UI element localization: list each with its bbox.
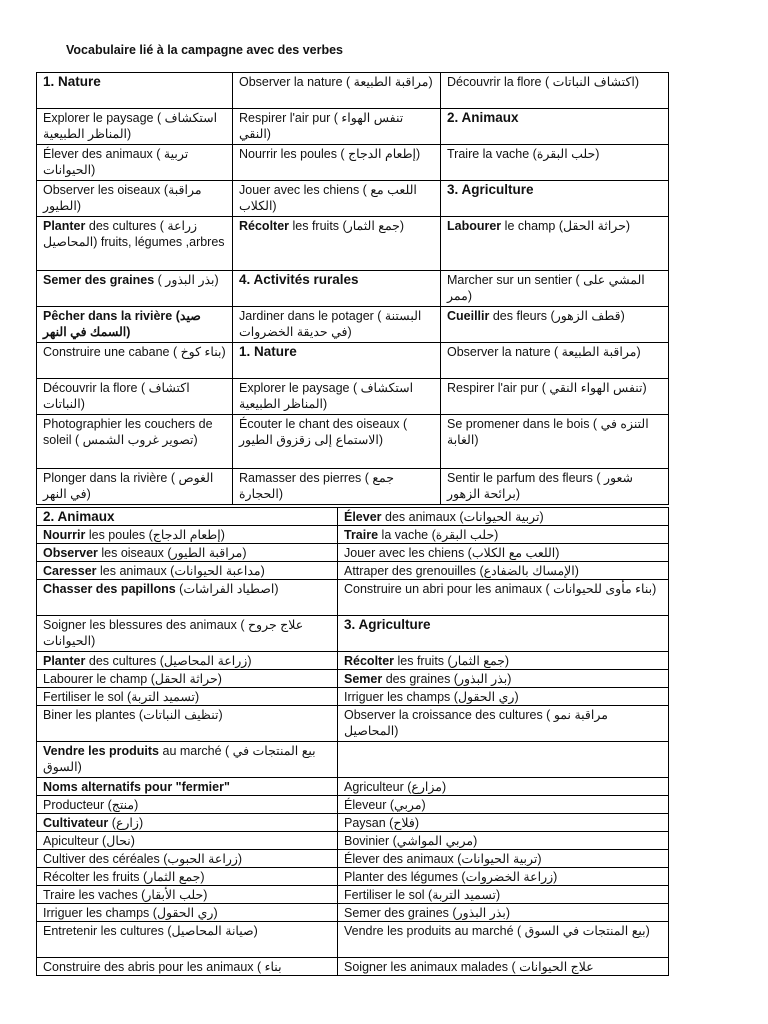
vocabulary-cell: [338, 580, 669, 616]
table-row: [37, 508, 669, 526]
term-text: Biner les plantes (تنظيف النباتات): [43, 708, 223, 722]
term-text: Observer la nature ( مراقبة الطبيعة): [239, 75, 433, 89]
vocabulary-cell: [338, 814, 669, 832]
vocabulary-cell: [441, 469, 669, 505]
vocabulary-cell: [233, 73, 441, 109]
vocabulary-cell: [37, 616, 338, 652]
term-text: Photographier les couchers de soleil ( تصوير غروب الشمس): [43, 417, 213, 447]
term-text: (اصطياد الفراشات): [175, 582, 279, 596]
bold-term: Vendre les produits: [43, 744, 160, 758]
table-row: [37, 814, 669, 832]
term-text: Jardiner dans le potager ( البستنة في حديقة الخضروات): [239, 309, 422, 339]
vocabulary-cell: [338, 958, 669, 976]
term-text: Récolter les fruits (جمع الثمار): [43, 870, 205, 884]
vocabulary-table-2-body: [37, 508, 669, 976]
bold-term: Nourrir: [43, 528, 86, 542]
section-heading-cell: [233, 271, 441, 307]
vocabulary-cell: [37, 526, 338, 544]
vocabulary-cell: [338, 850, 669, 868]
vocabulary-cell: [37, 706, 338, 742]
table-row: [37, 616, 669, 652]
term-text: Fertiliser le sol (تسميد التربة): [344, 888, 501, 902]
section-heading: 1. Nature: [239, 344, 297, 359]
vocabulary-cell: [37, 544, 338, 562]
term-text: Construire une cabane ( بناء كوخ): [43, 345, 226, 359]
table-row: [37, 217, 669, 271]
term-text: les oiseaux (مراقبة الطيور): [97, 546, 247, 560]
table-row: [37, 379, 669, 415]
table-row: [37, 415, 669, 469]
bold-term: Planter: [43, 219, 86, 233]
bold-term: Observer: [43, 546, 98, 560]
term-text: (زارع): [108, 816, 144, 830]
table-row: [37, 922, 669, 958]
term-text: Construire des abris pour les animaux ( بناء: [43, 960, 282, 974]
vocabulary-cell: [37, 904, 338, 922]
vocabulary-cell: [37, 580, 338, 616]
table-row: [37, 652, 669, 670]
term-text: Traire les vaches (حلب الأبقار): [43, 888, 208, 902]
bold-term: Récolter: [239, 219, 290, 233]
term-text: Se promener dans le bois ( التنزه في الغابة): [447, 417, 649, 447]
section-heading-cell: [338, 616, 669, 652]
term-text: des cultures (زراعة المحاصيل): [85, 654, 252, 668]
term-text: Soigner les blessures des animaux ( علاج جروح الحيوانات): [43, 618, 304, 648]
vocabulary-cell: [37, 415, 233, 469]
section-heading: 2. Animaux: [43, 509, 115, 524]
vocabulary-cell: [37, 958, 338, 976]
vocabulary-cell: [441, 307, 669, 343]
section-heading-cell: [37, 508, 338, 526]
table-row: [37, 73, 669, 109]
vocabulary-cell: [338, 526, 669, 544]
vocabulary-cell: [338, 706, 669, 742]
bold-term: Récolter: [344, 654, 395, 668]
term-text: Semer des graines (بذر البذور): [344, 906, 510, 920]
section-heading: 2. Animaux: [447, 110, 519, 125]
section-heading-cell: [441, 109, 669, 145]
section-heading: 3. Agriculture: [344, 617, 431, 632]
term-text: Traire la vache (حلب البقرة): [447, 147, 600, 161]
term-text: Cultiver des céréales (زراعة الحبوب): [43, 852, 243, 866]
vocabulary-cell: [233, 181, 441, 217]
term-text: Élever des animaux ( تربية الحيوانات): [43, 147, 189, 177]
section-heading: 1. Nature: [43, 74, 101, 89]
table-row: [37, 688, 669, 706]
table-row: [37, 307, 669, 343]
vocabulary-cell: [441, 73, 669, 109]
term-text: des graines (بذر البذور): [382, 672, 512, 686]
term-text: Jouer avec les chiens ( اللعب مع الكلاب): [239, 183, 417, 213]
vocabulary-cell: [37, 271, 233, 307]
term-text: Découvrir la flore ( اكتشاف النباتات): [447, 75, 640, 89]
section-heading-cell: [233, 343, 441, 379]
term-text: Observer la nature ( مراقبة الطبيعة): [447, 345, 641, 359]
vocabulary-cell: [37, 145, 233, 181]
bold-term: Semer: [344, 672, 383, 686]
vocabulary-cell: [233, 307, 441, 343]
vocabulary-cell: [37, 379, 233, 415]
term-text: le champ (حراثة الحقل): [501, 219, 631, 233]
table-row: [37, 904, 669, 922]
vocabulary-cell: [233, 379, 441, 415]
table-row: [37, 670, 669, 688]
term-text: Vendre les produits au marché ( بيع المنتجات في السوق): [344, 924, 650, 938]
vocabulary-cell: [338, 652, 669, 670]
bold-term: Planter: [43, 654, 86, 668]
term-text: Jouer avec les chiens (اللعب مع الكلاب): [344, 546, 560, 560]
vocabulary-cell: [233, 469, 441, 505]
vocabulary-cell: [441, 379, 669, 415]
table-row: [37, 109, 669, 145]
vocabulary-cell: [338, 886, 669, 904]
table-row: [37, 271, 669, 307]
term-text: Élever des animaux (تربية الحيوانات): [344, 852, 542, 866]
section-heading-cell: [37, 73, 233, 109]
vocabulary-cell: [37, 562, 338, 580]
term-text: ( بذر البذور): [154, 273, 219, 287]
term-text: Apiculteur (نحال): [43, 834, 135, 848]
term-text: Respirer l'air pur ( تنفس الهواء النقي): [239, 111, 404, 141]
term-text: la vache (حلب البقرة): [378, 528, 499, 542]
table-row: [37, 796, 669, 814]
vocabulary-cell: [338, 904, 669, 922]
term-text: Agriculteur (مزارع): [344, 780, 447, 794]
term-text: Construire un abri pour les animaux ( بناء مأوى للحيوانات): [344, 582, 657, 596]
term-text: des cultures ( زراعة المحاصيل) fruits, légumes ,arbres: [43, 219, 225, 249]
vocabulary-cell: [37, 868, 338, 886]
vocabulary-cell: [37, 217, 233, 271]
bold-term: Caresser: [43, 564, 97, 578]
vocabulary-cell: [338, 832, 669, 850]
bold-term: Labourer: [447, 219, 502, 233]
section-heading-cell: [441, 181, 669, 217]
table-row: [37, 526, 669, 544]
term-text: Producteur (منتج): [43, 798, 139, 812]
table-row: [37, 958, 669, 976]
term-text: Ramasser des pierres ( جمع الحجارة): [239, 471, 394, 501]
vocabulary-cell: [338, 508, 669, 526]
vocabulary-cell: [37, 922, 338, 958]
table-row: [37, 868, 669, 886]
term-text: Découvrir la flore ( اكتشاف النباتات): [43, 381, 190, 411]
term-text: Observer les oiseaux (مراقبة الطيور): [43, 183, 202, 213]
table-row: [37, 850, 669, 868]
vocabulary-table-2: [36, 507, 669, 976]
term-text: Écouter le chant des oiseaux ( الاستماع إلى زقزوق الطيور): [239, 417, 408, 447]
table-row: [37, 706, 669, 742]
bold-term: Cueillir: [447, 309, 490, 323]
term-text: Soigner les animaux malades ( علاج الحيوانات: [344, 960, 594, 974]
vocabulary-cell: [338, 796, 669, 814]
vocabulary-cell: [441, 271, 669, 307]
vocabulary-cell: [37, 109, 233, 145]
vocabulary-cell: [233, 217, 441, 271]
term-text: Éleveur (مربي): [344, 798, 426, 812]
table-row: [37, 562, 669, 580]
vocabulary-cell: [338, 562, 669, 580]
table-row: [37, 544, 669, 562]
term-text: Attraper des grenouilles (الإمساك بالضفادع): [344, 564, 579, 578]
term-text: les fruits (جمع الثمار): [394, 654, 510, 668]
vocabulary-cell: [233, 109, 441, 145]
vocabulary-cell: [338, 670, 669, 688]
term-text: Labourer le champ (حراثة الحقل): [43, 672, 222, 686]
term-text: des fleurs (قطف الزهور): [489, 309, 625, 323]
bold-term: Élever: [344, 510, 382, 524]
vocabulary-cell: [441, 145, 669, 181]
vocabulary-cell: [37, 343, 233, 379]
table-row: [37, 469, 669, 505]
bold-term: Pêcher dans la rivière (صيد السمك في النهر): [43, 309, 201, 339]
term-text: Paysan (فلاح): [344, 816, 420, 830]
vocabulary-cell: [37, 688, 338, 706]
term-text: Explorer le paysage ( استكشاف المناظر الطبيعية): [239, 381, 414, 411]
bold-term: Cultivateur: [43, 816, 109, 830]
term-text: Irriguer les champs (ري الحقول): [344, 690, 519, 704]
section-heading: 3. Agriculture: [447, 182, 534, 197]
vocabulary-cell: [441, 415, 669, 469]
term-text: Sentir le parfum des fleurs ( شعور برائحة الزهور): [447, 471, 634, 501]
term-text: Respirer l'air pur ( تنفس الهواء النقي): [447, 381, 647, 395]
table-row: [37, 343, 669, 379]
vocabulary-cell: [338, 778, 669, 796]
vocabulary-cell: [233, 415, 441, 469]
vocabulary-cell: [37, 307, 233, 343]
vocabulary-cell: [37, 832, 338, 850]
term-text: au marché ( بيع المنتجات في السوق): [43, 744, 316, 774]
vocabulary-cell: [338, 742, 669, 778]
vocabulary-cell: [441, 343, 669, 379]
term-text: Observer la croissance des cultures ( مراقبة نمو المحاصيل): [344, 708, 608, 738]
term-text: Plonger dans la rivière ( الغوص في النهر): [43, 471, 214, 501]
vocabulary-cell: [233, 145, 441, 181]
vocabulary-cell: [441, 217, 669, 271]
bold-term: Chasser des papillons: [43, 582, 176, 596]
term-text: Planter des légumes (زراعة الخضروات): [344, 870, 558, 884]
table-row: [37, 580, 669, 616]
vocabulary-cell: [37, 796, 338, 814]
term-text: des animaux (تربية الحيوانات): [381, 510, 544, 524]
vocabulary-cell: [37, 181, 233, 217]
vocabulary-cell: [338, 922, 669, 958]
vocabulary-cell: [37, 814, 338, 832]
vocabulary-table-1: [36, 72, 669, 505]
bold-term: Noms alternatifs pour "fermier": [43, 780, 230, 794]
vocabulary-cell: [338, 544, 669, 562]
bold-term: Semer des graines: [43, 273, 155, 287]
vocabulary-cell: [37, 742, 338, 778]
document-title: Vocabulaire lié à la campagne avec des verbes: [66, 43, 344, 57]
table-row: [37, 886, 669, 904]
vocabulary-cell: [37, 778, 338, 796]
term-text: Nourrir les poules ( إطعام الدجاج): [239, 147, 421, 161]
term-text: Irriguer les champs (ري الحقول): [43, 906, 218, 920]
term-text: les fruits (جمع الثمار): [289, 219, 405, 233]
vocabulary-cell: [338, 688, 669, 706]
term-text: Marcher sur un sentier ( المشي على ممر): [447, 273, 645, 303]
table-row: [37, 742, 669, 778]
term-text: Bovinier (مربي المواشي): [344, 834, 478, 848]
term-text: les animaux (مداعبة الحيوانات): [96, 564, 265, 578]
vocabulary-cell: [37, 652, 338, 670]
term-text: Explorer le paysage ( استكشاف المناظر الطبيعية): [43, 111, 218, 141]
vocabulary-cell: [37, 850, 338, 868]
section-heading: 4. Activités rurales: [239, 272, 359, 287]
table-row: [37, 778, 669, 796]
vocabulary-cell: [338, 868, 669, 886]
term-text: les poules (إطعام الدجاج): [85, 528, 225, 542]
term-text: Fertiliser le sol (تسميد التربة): [43, 690, 200, 704]
table-row: [37, 832, 669, 850]
vocabulary-cell: [37, 886, 338, 904]
table-row: [37, 145, 669, 181]
term-text: Entretenir les cultures (صيانة المحاصيل): [43, 924, 258, 938]
vocabulary-table-1-body: [37, 73, 669, 505]
bold-term: Traire: [344, 528, 379, 542]
vocabulary-cell: [37, 670, 338, 688]
vocabulary-cell: [37, 469, 233, 505]
table-row: [37, 181, 669, 217]
